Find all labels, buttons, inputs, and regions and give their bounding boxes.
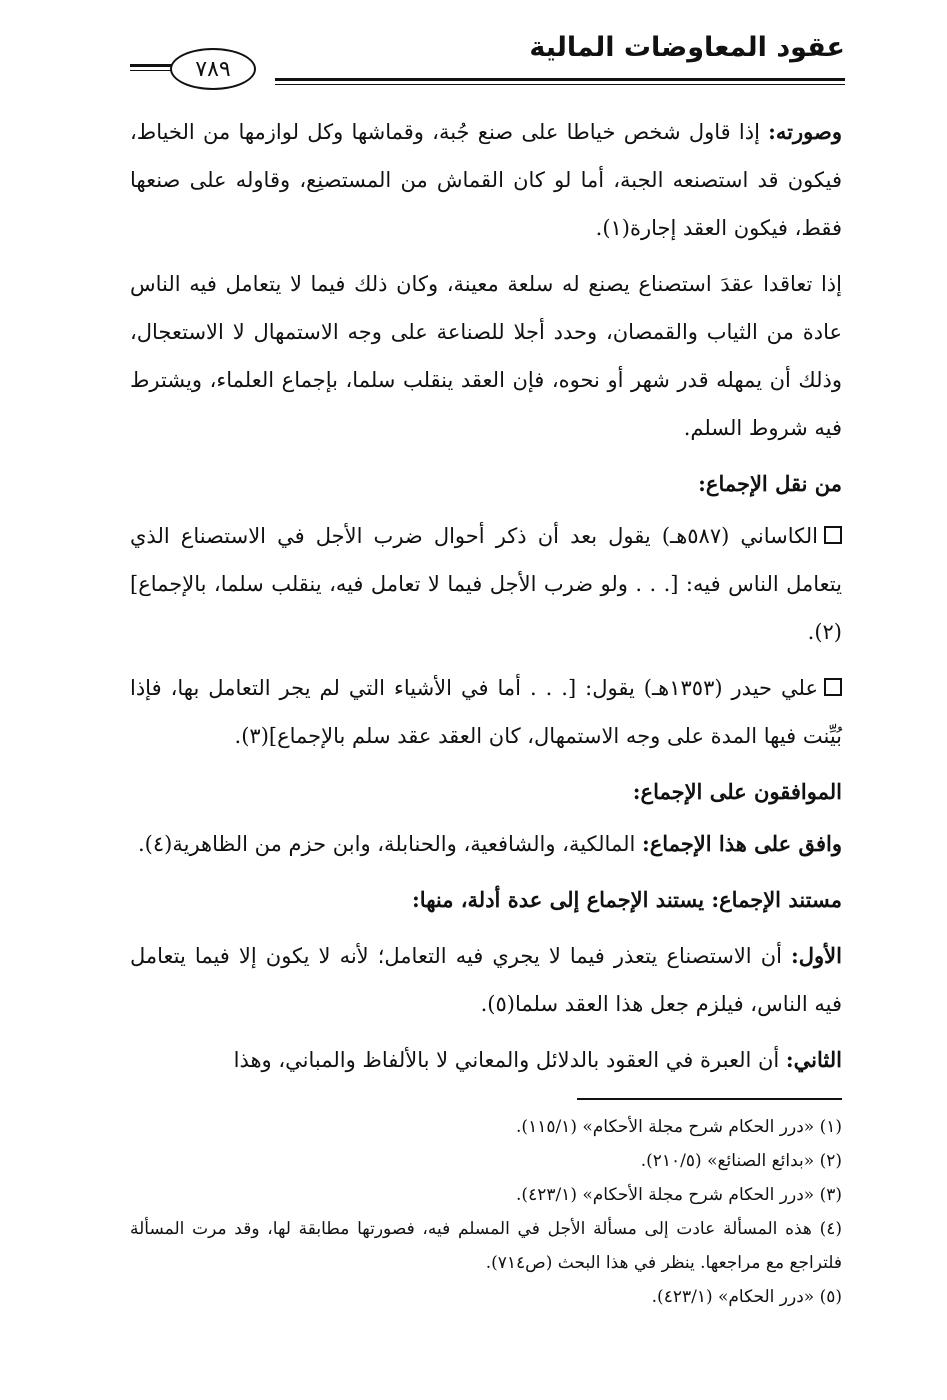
quote-kasani [130,512,842,656]
quote-text: الكاساني (٥٨٧هـ) يقول بعد أن ذكر أحوال ضرب الأجل في الاستصناع الذي يتعامل الناس فيه: [. . . ولو ضرب الأجل فيما لا تعامل فيه، ينقلب سلما، بالإجماع](٢). [130,524,842,644]
footnote-5: (٥) «درر الحكام» (٤٢٣/١). [651,1287,842,1307]
header-rule-left-thin [130,70,172,71]
paragraph-definition [130,108,842,252]
header-title: عقود المعاوضات المالية [529,32,845,63]
quote-ali-haidar [130,664,842,760]
paragraph-text: أن الاستصناع يتعذر فيما لا يجري فيه التعامل؛ لأنه لا يكون إلا فيما يتعامل فيه الناس، فيلزم جعل هذا العقد سلما(٥). [130,944,842,1016]
footnote-2: (٢) «بدائع الصنائع» (٢١٠/٥). [640,1151,842,1171]
paragraph-text: أن العبرة في العقود بالدلائل والمعاني لا بالألفاظ والمباني، وهذا [233,1048,786,1072]
quote-text: علي حيدر (١٣٥٣هـ) يقول: [. . . أما في الأشياء التي لم يجر التعامل بها، فإذا بُيِّنت فيها المدة على وجه الاستمهال، كان العقد عقد سلم بالإجماع](٣). [130,676,842,748]
page-number: ٧٨٩ [170,48,256,90]
footnote-3: (٣) «درر الحكام شرح مجلة الأحكام» (٤٢٣/١). [516,1185,842,1205]
paragraph-text: يستند الإجماع إلى عدة أدلة، منها: [412,887,712,912]
term-label: الأول: [791,943,842,968]
header-rule-left [130,64,172,67]
paragraph-basis [130,876,842,924]
section-heading-agreeing: الموافقون على الإجماع: [632,779,842,804]
paragraph-text: إذا قاول شخص خياطا على صنع جُبة، وقماشها وكل لوازمها من الخياط، فيكون قد استصنعه الجبة، أما لو كان القماش من المستصنِع، وقاوله على صنعها فقط، فيكون العقد إجارة(١). [130,120,842,240]
paragraph-ruling: إذا تعاقدا عقدَ استصناع يصنع له سلعة معينة، وكان ذلك فيما لا يتعامل فيه الناس عادة من الثياب والقمصان، وحدد أجلا للصناعة على وجه الاستمهال لا الاستعجال، وذلك أن يمهله قدر شهر أو نحوه، فإن العقد ينقلب سلما، بإجماع العلماء، ويشترط فيه شروط السلم. [130,272,842,440]
term-label: الثاني: [785,1047,842,1072]
checkbox-bullet-icon [824,678,842,696]
footnote-separator [577,1098,842,1100]
main-text [130,108,842,1092]
section-heading-transmission: من نقل الإجماع: [698,471,842,496]
paragraph-text: المالكية، والشافعية، والحنابلة، وابن حزم من الظاهرية(٤). [138,832,642,856]
paragraph-first-proof [130,932,842,1028]
footnote-1: (١) «درر الحكام شرح مجلة الأحكام» (١١٥/١). [516,1117,842,1137]
footnote-4: (٤) هذه المسألة عادت إلى مسألة الأجل في المسلم فيه، فصورتها مطابقة لها، وقد مرت المسألة فلتراجع مع مراجعها. ينظر في هذا البحث (ص٧١٤). [130,1219,842,1273]
term-label: وصورته: [768,119,842,144]
checkbox-bullet-icon [824,526,842,544]
footnotes [130,1110,842,1314]
term-label: مستند الإجماع: [711,887,842,912]
paragraph-second-proof [130,1036,842,1084]
header-rule-right-thin [275,84,845,85]
paragraph-agreeing [130,820,842,868]
header-rule-right [275,78,845,81]
running-header [130,28,845,88]
term-label: وافق على هذا الإجماع: [642,831,842,856]
